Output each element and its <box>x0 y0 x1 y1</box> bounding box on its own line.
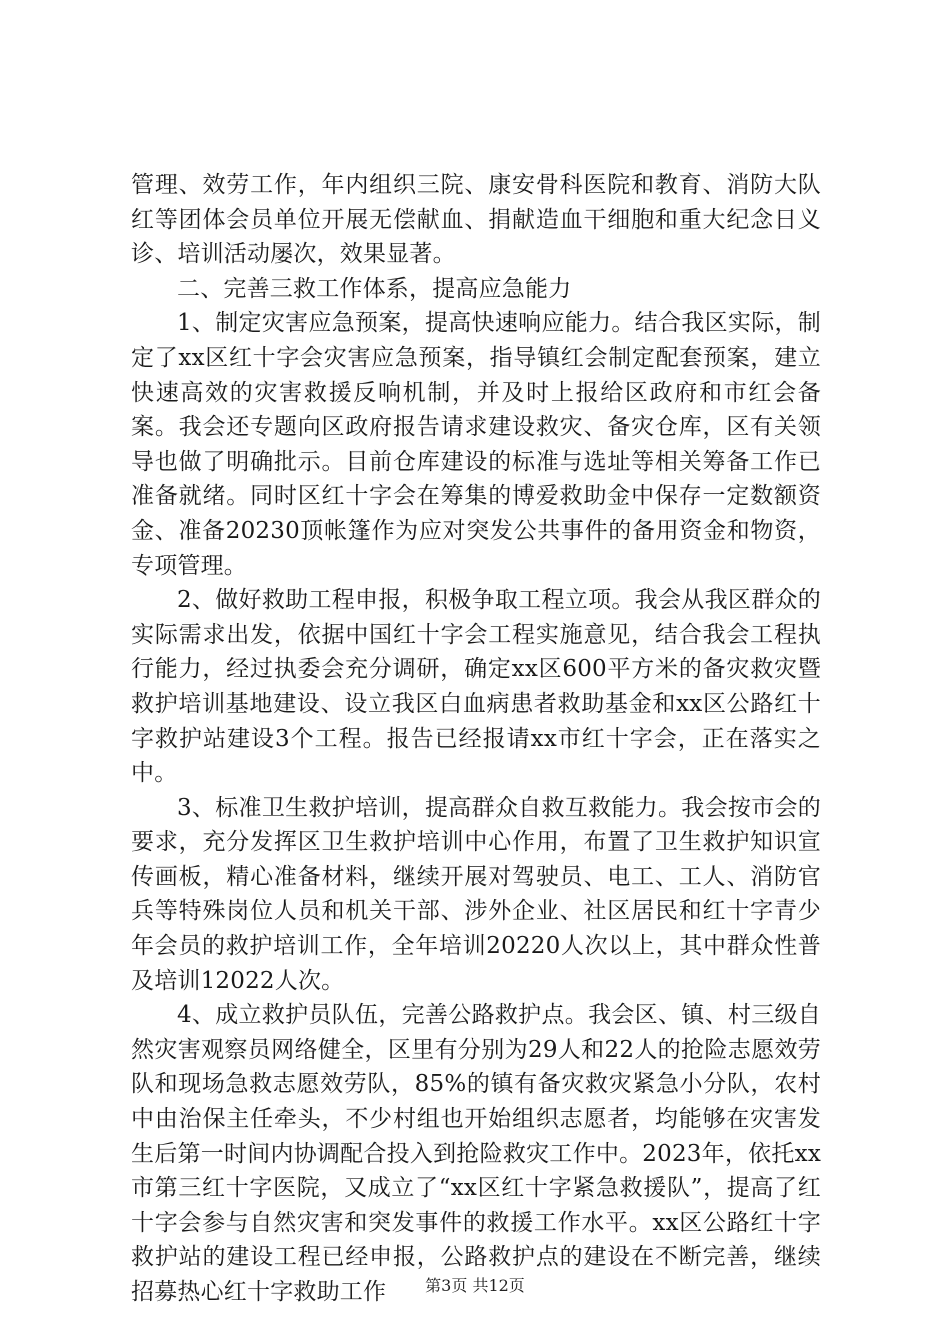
section-heading: 二、完善三救工作体系，提高应急能力 <box>177 275 572 302</box>
paragraph: 3、标准卫生救护培训，提高群众自救互救能力。我会按市会的要求，充分发挥区卫生救护培训中心作用，布置了卫生救护知识宣传画板，精心准备材料，继续开展对驾驶员、电工、工人、消防官兵等特殊岗位人员和机关干部、涉外企业、社区居民和红十字青少年会员的救护培训工作，全年培训20220人次以上，其中群众性普及培训12022人次。 <box>131 794 821 994</box>
paragraph: 4、成立救护员队伍，完善公路救护点。我会区、镇、村三级自然灾害观察员网络健全，区里有分别为29人和22人的抢险志愿效劳队和现场急救志愿效劳队，85%的镇有备灾救灾紧急小分队，农村中由治保主任牵头，不少村组也开始组织志愿者，均能够在灾害发生后第一时间内协调配合投入到抢险救灾工作中。2023年，依托xx市第三红十字医院，又成立了“xx区红十字紧急救援队”，提高了红十字会参与自然灾害和突发事件的救援工作水平。xx区公路红十字救护站的建设工程已经申报，公路救护点的建设在不断完善，继续招募热心红十字救助工作 <box>131 1002 821 1305</box>
page-number: 第3页 共12页 <box>425 1276 525 1295</box>
paragraph-continuation: 管理、效劳工作，年内组织三院、康安骨科医院和教育、消防大队红等团体会员单位开展无偿献血、捐献造血干细胞和重大纪念日义诊、培训活动屡次，效果显著。 <box>131 172 821 268</box>
paragraph: 1、制定灾害应急预案，提高快速响应能力。结合我区实际，制定了xx区红十字会灾害应急预案，指导镇红会制定配套预案，建立快速高效的灾害救援反响机制，并及时上报给区政府和市红会备案。我会还专题向区政府报告请求建设救灾、备灾仓库，区有关领导也做了明确批示。目前仓库建设的标准与选址等相关筹备工作已准备就绪。同时区红十字会在筹集的博爱救助金中保存一定数额资金、准备20230顶帐篷作为应对突发公共事件的备用资金和物资，专项管理。 <box>131 310 821 579</box>
document-body <box>131 168 821 1310</box>
paragraph: 2、做好救助工程申报，积极争取工程立项。我会从我区群众的实际需求出发，依据中国红十字会工程实施意见，结合我会工程执行能力，经过执委会充分调研，确定xx区600平方米的备灾救灾暨救护培训基地建设、设立我区白血病患者救助基金和xx区公路红十字救护站建设3个工程。报告已经报请xx市红十字会，正在落实之中。 <box>131 587 821 787</box>
page-footer <box>0 1273 950 1296</box>
